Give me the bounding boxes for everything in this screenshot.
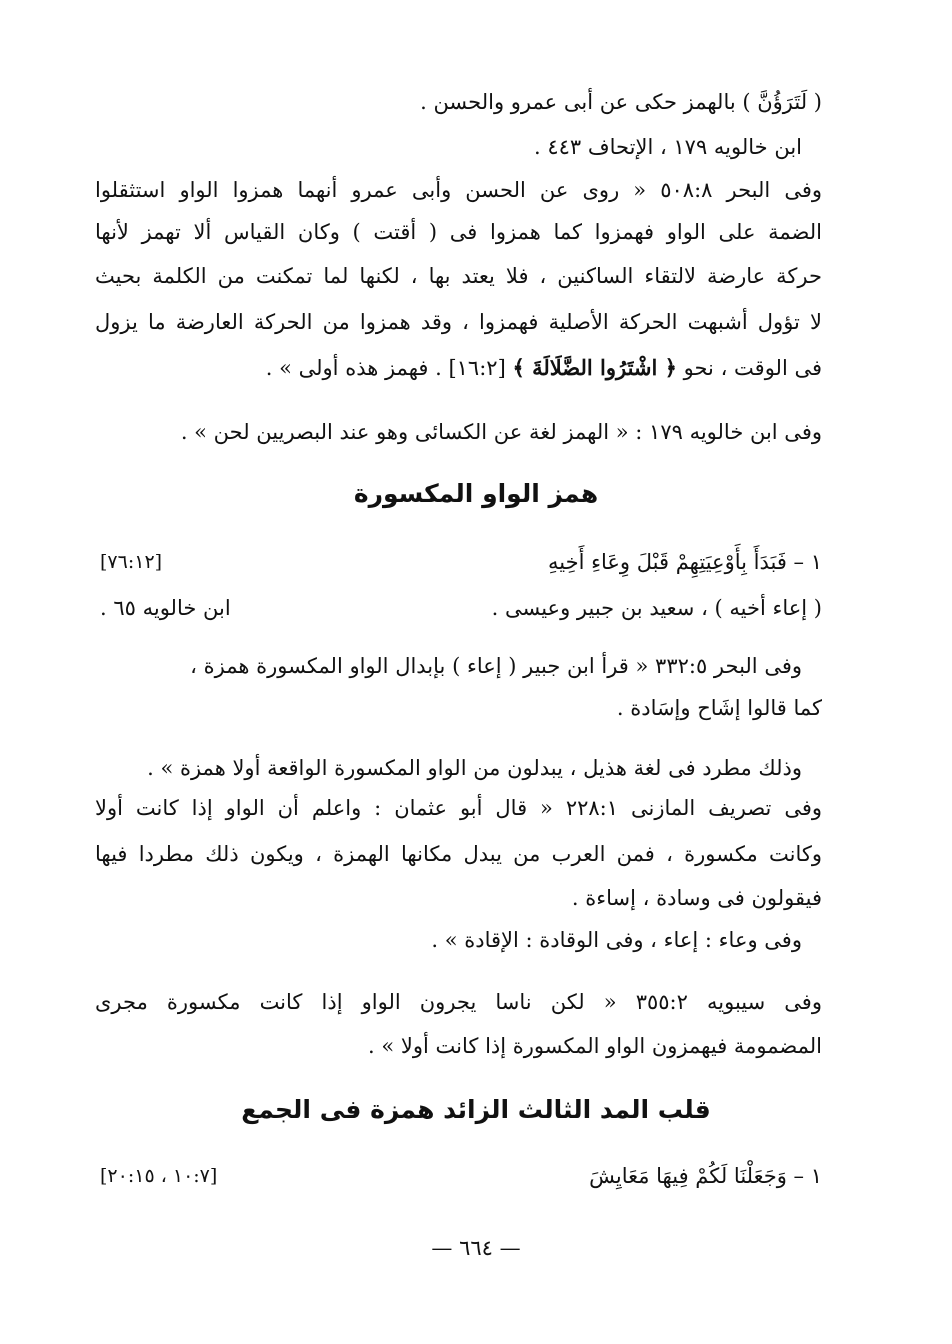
section-heading: قلب المد الثالث الزائد همزة فى الجمع [241, 1095, 711, 1124]
text-line: وفى ابن خالويه ١٧٩ : « الهمز لغة عن الكسائى وهو عند البصريين لحن » . [180, 420, 822, 444]
text-line: فيقولون فى وسادة ، إساءة . [571, 886, 822, 910]
verse-line: ١ – فَبَدَأَ بِأَوْعِيَتِهِمْ قَبْلَ وِعَاءِ أَخِيهِ [548, 550, 822, 574]
verse-reference: [١٠:٧ ، ٢٠:١٥] [100, 1165, 218, 1187]
text-line: حركة عارضة لالتقاء الساكنين ، فلا يعتد بها ، لكنها لما تمكنت من الكلمة بحيث [95, 264, 822, 288]
verse-reference: [٧٦:١٢] [100, 551, 163, 573]
citation-line: ابن خالويه ١٧٩ ، الإتحاف ٤٤٣ . [534, 135, 802, 159]
text-line: وفى البحر ٥٠٨:٨ « روى عن الحسن وأبى عمرو أنهما همزوا الواو استثقلوا [95, 178, 822, 202]
text-fragment: فى الوقت ، نحو [683, 356, 822, 380]
text-line: وكانت مكسورة ، فمن العرب من يبدل مكانها الهمزة ، ويكون ذلك مطردا فيها [95, 842, 822, 866]
text-line [266, 352, 822, 384]
verse-line: ١ – وَجَعَلْنَا لَكُمْ فِيهَا مَعَايِشَ [589, 1164, 822, 1188]
text-line: لا تؤول أشبهت الحركة الأصلية فهمزوا ، وقد همزوا من الحركة العارضة ما يزول [95, 310, 822, 334]
reading-line: ( إعاء أخيه ) ، سعيد بن جبير وعيسى . [491, 596, 822, 620]
page-number: — ٦٦٤ — [431, 1236, 521, 1260]
text-line: وفى سيبويه ٣٥٥:٢ « لكن ناسا يجرون الواو إذا كانت مكسورة مجرى [95, 990, 822, 1014]
text-line: المضمومة فيهمزون الواو المكسورة إذا كانت أولا » . [368, 1034, 822, 1058]
quran-quote: ﴿ اشْتَرُوا الضَّلَالَةَ ﴾ [512, 355, 677, 380]
citation-line: ابن خالويه ٦٥ . [100, 596, 231, 620]
text-line: وفى وعاء : إعاء ، وفى الوقادة : الإقادة » . [431, 928, 802, 952]
text-line: وفى تصريف المازنى ٢٢٨:١ « قال أبو عثمان : واعلم أن الواو إذا كانت أولا [95, 796, 823, 820]
section-heading: همز الواو المكسورة [353, 479, 599, 508]
text-line: ( لَتَرَؤُنَّ ) بالهمز حكى عن أبى عمرو والحسن . [420, 90, 822, 114]
text-line: الضمة على الواو فهمزوا كما همزوا فى ( أقتت ) وكان القياس ألا تهمز لأنها [95, 220, 822, 244]
text-line: كما قالوا إشَاح وإسَادة . [616, 696, 822, 720]
text-line: وفى البحر ٣٣٢:٥ « قرأ ابن جبير ( إعاء ) بإبدال الواو المكسورة همزة ، [190, 654, 802, 678]
text-line: وذلك مطرد فى لغة هذيل ، يبدلون من الواو المكسورة الواقعة أولا همزة » . [147, 756, 802, 780]
text-fragment: [١٦:٢] . فهمز هذه أولى » . [265, 356, 506, 380]
